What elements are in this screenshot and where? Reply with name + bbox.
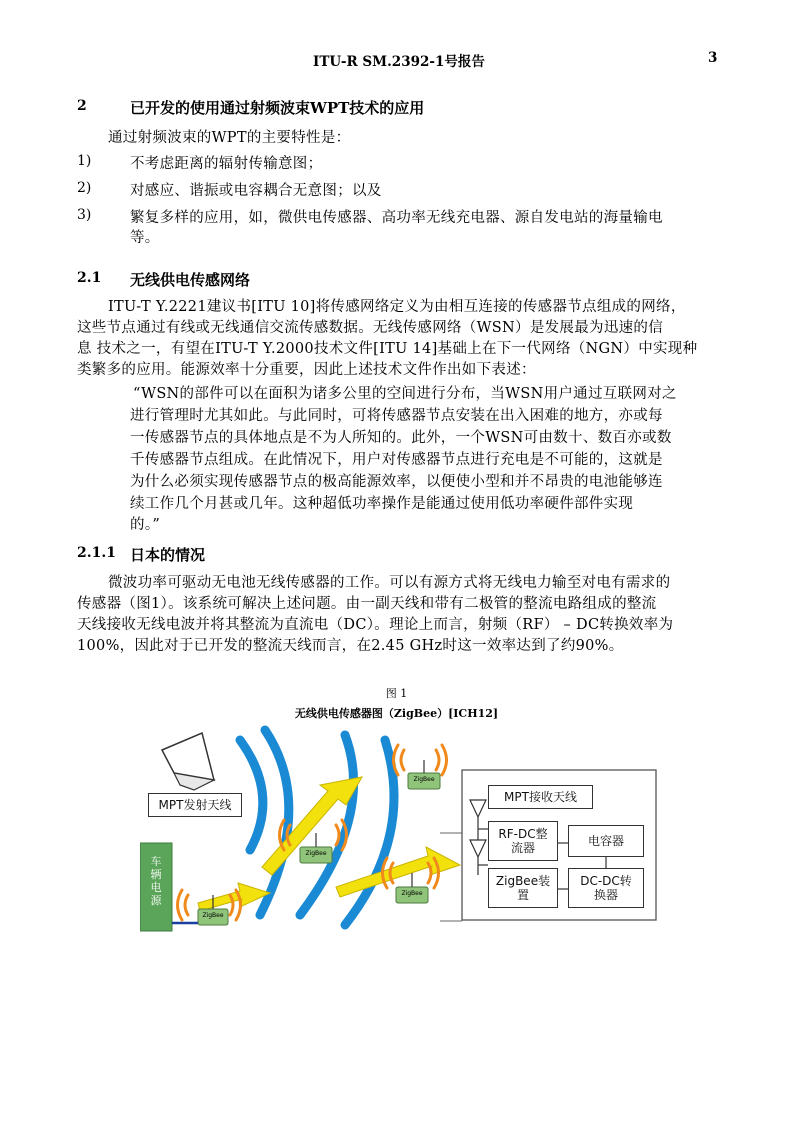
rectifier-block: RF-DC整流器 xyxy=(488,821,558,861)
paragraph-line: 100%，因此对于已开发的整流天线而言，在2.45 GHz时这一效率达到了约90%。 xyxy=(77,638,624,654)
section-2-1-1-number: 2.1.1 xyxy=(77,545,116,561)
figure-diagram xyxy=(140,725,660,940)
capacitor-block: 电容器 xyxy=(568,825,644,857)
section-2-number: 2 xyxy=(77,98,87,114)
figure-number: 图 1 xyxy=(385,687,408,700)
paragraph-line: 息 技术之一，有望在ITU-T Y.2000技术文件[ITU 14]基础上在下一代网络（NGN）中实现种 xyxy=(77,341,698,357)
paragraph-line: 天线接收无线电波并将其整流为直流电（DC）。理论上而言，射频（RF） – DC转换效率为 xyxy=(77,617,674,633)
beam-arc xyxy=(240,740,263,850)
list-item-text: 不考虑距离的辐射传输意图； xyxy=(130,156,323,172)
list-item-text: 繁复多样的应用，如，微供电传感器、高功率无线充电器、源自发电站的海量输电 xyxy=(130,210,663,226)
page-number: 3 xyxy=(708,50,718,66)
zigbee-node-label: ZigBee xyxy=(413,776,435,783)
list-item-number: 3) xyxy=(77,207,92,223)
quote-line: “WSN的部件可以在面积为诸多公里的空间进行分布，当WSN用户通过互联网对之 xyxy=(133,386,677,402)
quote-line: 为什么必须实现传感器节点的极高能源效率，以便使小型和并不昂贵的电池能够连 xyxy=(130,474,663,490)
section-2-1-number: 2.1 xyxy=(77,270,102,286)
paragraph-line: 微波功率可驱动无电池无线传感器的工作。可以有源方式将无线电力输至对电有需求的 xyxy=(108,575,671,591)
quote-line: 续工作几个月甚或几年。这种超低功率操作是能通过使用低功率硬件部件实现 xyxy=(130,496,634,512)
list-item-number: 2) xyxy=(77,180,92,196)
quote-line: 的。” xyxy=(130,517,161,533)
zigbee-node-label: ZigBee xyxy=(401,890,423,897)
quote-line: 千传感器节点组成。在此情况下，用户对传感器节点进行充电是不可能的，这就是 xyxy=(130,452,663,468)
zigbee-node-label: ZigBee xyxy=(305,850,327,857)
section-2-intro: 通过射频波束的WPT的主要特性是： xyxy=(108,130,351,146)
section-2-title: 已开发的使用通过射频波束WPT技术的应用 xyxy=(130,99,425,117)
paragraph-line: 这些节点通过有线或无线通信交流传感数据。无线传感网络（WSN）是发展最为迅速的信 xyxy=(77,320,664,336)
paragraph-line: 传感器（图1）。该系统可解决上述问题。由一副天线和带有二极管的整流电路组成的整流 xyxy=(77,596,657,612)
quote-line: 进行管理时尤其如此。与此同时，可将传感器节点安装在出入困难的地方，亦或每 xyxy=(130,408,663,424)
figure-caption: 无线供电传感器图（ZigBee）[ICH12] xyxy=(294,707,499,720)
dcdc-converter-block: DC-DC转换器 xyxy=(568,868,644,908)
zigbee-node-label: ZigBee xyxy=(202,912,224,919)
list-item-number: 1) xyxy=(77,153,92,169)
quote-line: 一传感器节点的具体地点是不为人所知的。此外，一个WSN可由数十、数百亦或数 xyxy=(130,430,672,446)
section-2-1-title: 无线供电传感网络 xyxy=(130,271,251,289)
connector-lines xyxy=(440,833,462,921)
tx-antenna-label: MPT发射天线 xyxy=(148,793,242,817)
receive-antenna-icon xyxy=(470,800,486,875)
zigbee-device-block: ZigBee装置 xyxy=(488,868,558,908)
list-item-text: 等。 xyxy=(130,230,160,246)
list-item-text: 对感应、谐振或电容耦合无意图；以及 xyxy=(130,183,382,199)
power-source-label: 车辆电源 xyxy=(150,855,162,907)
running-header: ITU-R SM.2392-1号报告 xyxy=(313,54,485,70)
section-2-1-1-title: 日本的情况 xyxy=(130,546,206,564)
paragraph-line: ITU-T Y.2221建议书[ITU 10]将传感网络定义为由相互连接的传感器节点组成的网络， xyxy=(108,299,686,315)
rx-antenna-label: MPT接收天线 xyxy=(488,785,593,809)
paragraph-line: 类繁多的应用。能源效率十分重要，因此上述技术文件作出如下表述： xyxy=(77,362,536,378)
horn-antenna-icon xyxy=(162,733,214,790)
